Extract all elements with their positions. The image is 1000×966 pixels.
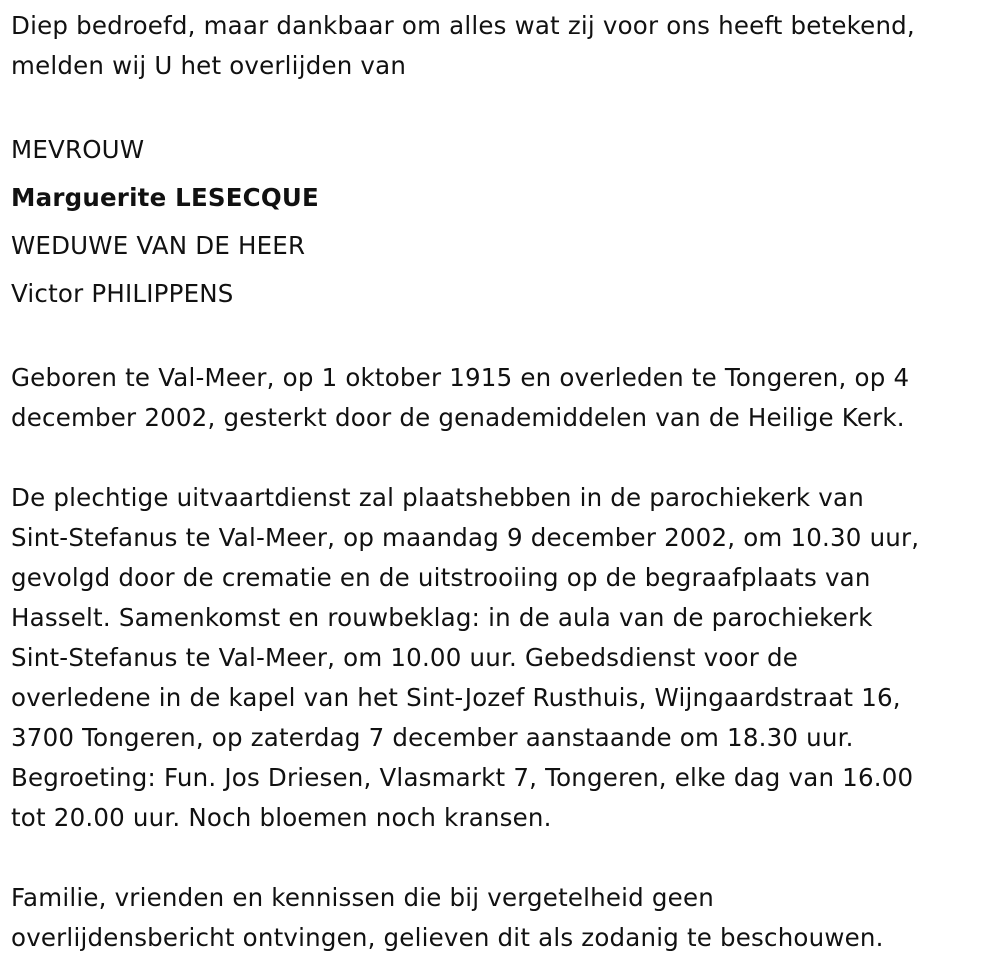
obituary-notice (11, 6, 991, 958)
closing-line-2: overlijdensbericht ontvingen, gelieven dit als zodanig te beschouwen. (11, 923, 884, 952)
spacer (11, 86, 991, 126)
intro-line-1: Diep bedroefd, maar dankbaar om alles wat zij voor ons heeft betekend, (11, 11, 915, 40)
birth-death-line-1: Geboren te Val-Meer, op 1 oktober 1915 en overleden te Tongeren, op 4 (11, 363, 910, 392)
service-line: Begroeting: Fun. Jos Driesen, Vlasmarkt 7, Tongeren, elke dag van 16.00 (11, 763, 914, 792)
birth-death-line-2: december 2002, gesterkt door de genademiddelen van de Heilige Kerk. (11, 403, 905, 432)
deceased-name: Marguerite LESECQUE (11, 183, 319, 212)
salutation: MEVROUW (11, 135, 145, 164)
service-line: tot 20.00 uur. Noch bloemen noch kransen. (11, 803, 552, 832)
relation: WEDUWE VAN DE HEER (11, 231, 306, 260)
service-line: overledene in de kapel van het Sint-Jozef Rusthuis, Wijngaardstraat 16, (11, 683, 901, 712)
closing-line-1: Familie, vrienden en kennissen die bij vergetelheid geen (11, 883, 714, 912)
service-paragraph (11, 478, 991, 838)
spouse-name: Victor PHILIPPENS (11, 279, 234, 308)
service-line: De plechtige uitvaartdienst zal plaatshebben in de parochiekerk van (11, 483, 864, 512)
deceased-block (11, 126, 991, 318)
birth-death-paragraph (11, 358, 991, 438)
service-line: 3700 Tongeren, op zaterdag 7 december aanstaande om 18.30 uur. (11, 723, 854, 752)
closing-paragraph (11, 878, 991, 958)
service-line: Sint-Stefanus te Val-Meer, op maandag 9 december 2002, om 10.30 uur, (11, 523, 920, 552)
service-line: Hasselt. Samenkomst en rouwbeklag: in de aula van de parochiekerk (11, 603, 873, 632)
intro-line-2: melden wij U het overlijden van (11, 51, 407, 80)
spacer (11, 438, 991, 478)
spacer (11, 838, 991, 878)
service-line: Sint-Stefanus te Val-Meer, om 10.00 uur. Gebedsdienst voor de (11, 643, 799, 672)
intro-paragraph (11, 6, 991, 86)
service-line: gevolgd door de crematie en de uitstrooiing op de begraafplaats van (11, 563, 871, 592)
spacer (11, 318, 991, 358)
